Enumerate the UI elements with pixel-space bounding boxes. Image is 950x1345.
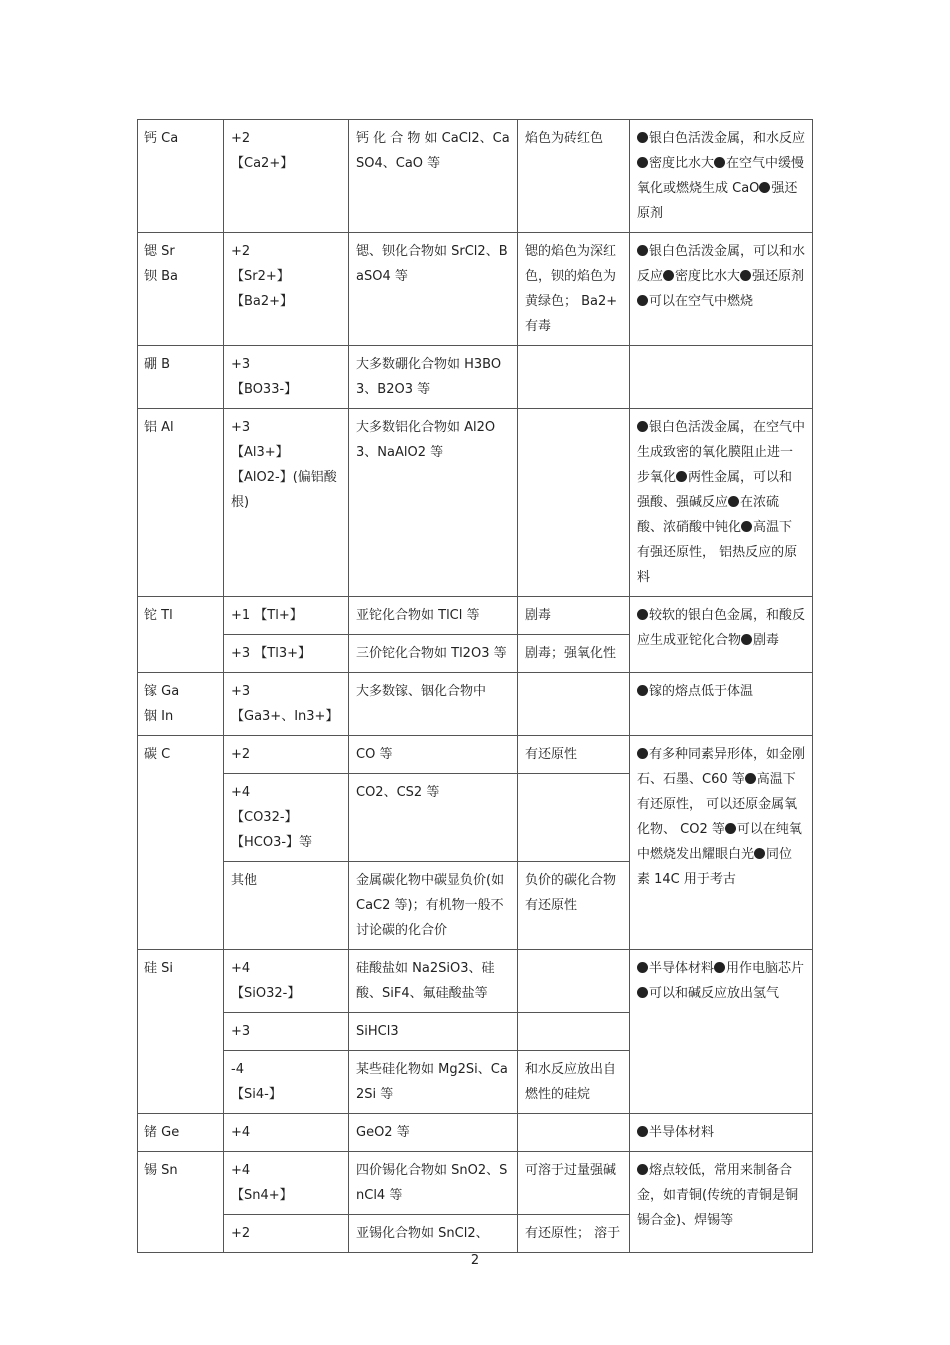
- properties-cell: [630, 409, 813, 597]
- property-text: 可以在空气中燃烧: [649, 294, 754, 309]
- element-table: [137, 119, 813, 1253]
- property-text: 密度比水大: [675, 269, 741, 284]
- notes-cell: [518, 1114, 630, 1152]
- oxidation-state: 【HCO3-】等: [231, 835, 313, 850]
- oxidation-state-cell: [224, 346, 349, 409]
- property-text: 镓的熔点低于体温: [649, 684, 754, 699]
- oxidation-state: +2: [231, 1226, 251, 1241]
- oxidation-state: 【Sn4+】: [231, 1188, 293, 1203]
- element-table-body: [138, 120, 813, 1253]
- compounds-cell: 四价锡化合物如 SnO2、SnCl4 等: [349, 1152, 518, 1215]
- oxidation-state: 【SiO32-】: [231, 986, 301, 1001]
- oxidation-state: +3: [231, 420, 251, 435]
- oxidation-state: 其他: [231, 873, 258, 888]
- notes-cell: 负价的碳化合物有还原性: [518, 862, 630, 950]
- table-row: [138, 346, 813, 409]
- element-cell: [138, 736, 224, 950]
- properties-cell: [630, 120, 813, 233]
- oxidation-state-cell: [224, 635, 349, 673]
- property-text: 银白色活泼金属，可以和水反应: [637, 244, 806, 284]
- compounds-cell: 锶、钡化合物如 SrCl2、BaSO4 等: [349, 233, 518, 346]
- oxidation-state: 【CO32-】: [231, 810, 298, 825]
- oxidation-state-cell: [224, 774, 349, 862]
- bullet-icon: [637, 157, 648, 168]
- property-text: 剧毒: [753, 633, 780, 648]
- compounds-cell: CO2、CS2 等: [349, 774, 518, 862]
- bullet-icon: [741, 521, 752, 532]
- oxidation-state: +4: [231, 785, 251, 800]
- element-cell: [138, 120, 224, 233]
- properties-cell: [630, 673, 813, 736]
- compounds-cell: GeO2 等: [349, 1114, 518, 1152]
- oxidation-state: +4: [231, 961, 251, 976]
- table-row: [138, 120, 813, 233]
- oxidation-state: +3: [231, 1024, 251, 1039]
- property-text: 可以和碱反应放出氢气: [649, 986, 780, 1001]
- oxidation-state: 【Ca2+】: [231, 156, 294, 171]
- notes-cell: [518, 774, 630, 862]
- bullet-icon: [728, 496, 739, 507]
- element-name: 锡 Sn: [144, 1163, 178, 1178]
- element-name: 铝 Al: [144, 420, 174, 435]
- oxidation-state-cell: [224, 120, 349, 233]
- oxidation-state-cell: [224, 862, 349, 950]
- property-text: 较软的银白色金属，和酸反应生成亚铊化合物: [637, 608, 806, 648]
- compounds-cell: 钙 化 合 物 如 CaCl2、CaSO4、CaO 等: [349, 120, 518, 233]
- property-text: 半导体材料: [649, 1125, 715, 1140]
- element-name: 铊 Tl: [144, 608, 173, 623]
- bullet-icon: [637, 1164, 648, 1175]
- bullet-icon: [637, 685, 648, 696]
- element-name: 钙 Ca: [144, 131, 179, 146]
- table-row: [138, 950, 813, 1013]
- element-name: 镓 Ga: [144, 684, 180, 699]
- bullet-icon: [759, 182, 770, 193]
- property-text: 强还原剂: [637, 181, 798, 221]
- compounds-cell: 大多数硼化合物如 H3BO3、B2O3 等: [349, 346, 518, 409]
- oxidation-state-cell: [224, 1051, 349, 1114]
- oxidation-state: +4: [231, 1163, 251, 1178]
- page-number: 2: [470, 1253, 480, 1268]
- bullet-icon: [714, 157, 725, 168]
- bullet-icon: [637, 609, 648, 620]
- oxidation-state: +2: [231, 131, 251, 146]
- notes-cell: 剧毒；强氧化性: [518, 635, 630, 673]
- table-row: [138, 409, 813, 597]
- oxidation-state-cell: [224, 1152, 349, 1215]
- properties-cell: [630, 597, 813, 673]
- properties-cell: [630, 233, 813, 346]
- compounds-cell: 亚锡化合物如 SnCl2、: [349, 1215, 518, 1253]
- property-text: 在空气中缓慢氧化或燃烧生成 CaO: [637, 156, 805, 196]
- notes-cell: [518, 409, 630, 597]
- bullet-icon: [745, 773, 756, 784]
- compounds-cell: 金属碳化物中碳显负价(如 CaC2 等)；有机物一般不讨论碳的化合价: [349, 862, 518, 950]
- element-name: 钡 Ba: [144, 269, 179, 284]
- element-table-container: [137, 119, 812, 1253]
- oxidation-state: +4: [231, 1125, 251, 1140]
- compounds-cell: 大多数镓、铟化合物中: [349, 673, 518, 736]
- property-text: 银白色活泼金属，和水反应: [649, 131, 806, 146]
- property-text: 高温下有强还原性， 铝热反应的原料: [637, 520, 798, 585]
- property-text: 两性金属，可以和强酸、强碱反应: [637, 470, 793, 510]
- compounds-cell: 亚铊化合物如 TlCl 等: [349, 597, 518, 635]
- oxidation-state-cell: [224, 409, 349, 597]
- element-name: 硅 Si: [144, 961, 173, 976]
- notes-cell: 剧毒: [518, 597, 630, 635]
- bullet-icon: [637, 245, 648, 256]
- oxidation-state: -4: [231, 1062, 244, 1077]
- bullet-icon: [663, 270, 674, 281]
- notes-cell: [518, 346, 630, 409]
- properties-cell: [630, 346, 813, 409]
- element-name: 铟 In: [144, 709, 174, 724]
- table-row: [138, 597, 813, 635]
- element-name: 碳 C: [144, 747, 171, 762]
- element-cell: [138, 233, 224, 346]
- oxidation-state: 【AlO2-】(偏铝酸根): [231, 470, 337, 510]
- table-row: [138, 673, 813, 736]
- element-cell: [138, 950, 224, 1114]
- element-cell: [138, 597, 224, 673]
- element-cell: [138, 673, 224, 736]
- table-row: [138, 1152, 813, 1215]
- property-text: 高温下有还原性， 可以还原金属氧化物、 CO2 等: [637, 772, 798, 837]
- element-name: 锶 Sr: [144, 244, 175, 259]
- property-text: 在浓硫酸、浓硝酸中钝化: [637, 495, 780, 535]
- notes-cell: 和水反应放出自燃性的硅烷: [518, 1051, 630, 1114]
- property-text: 强还原剂: [752, 269, 805, 284]
- compounds-cell: 三价铊化合物如 Tl2O3 等: [349, 635, 518, 673]
- element-cell: [138, 1152, 224, 1253]
- oxidation-state: 【Si4-】: [231, 1087, 282, 1102]
- property-text: 有多种同素异形体，如金刚石、石墨、C60 等: [637, 747, 806, 787]
- notes-cell: [518, 950, 630, 1013]
- bullet-icon: [637, 962, 648, 973]
- oxidation-state-cell: [224, 1215, 349, 1253]
- property-text: 银白色活泼金属，在空气中生成致密的氧化膜阻止进一步氧化: [637, 420, 806, 485]
- oxidation-state: 【Al3+】: [231, 445, 289, 460]
- oxidation-state-cell: [224, 1013, 349, 1051]
- oxidation-state: +3 【Tl3+】: [231, 646, 312, 661]
- element-cell: [138, 1114, 224, 1152]
- oxidation-state-cell: [224, 1114, 349, 1152]
- table-row: [138, 736, 813, 774]
- properties-cell: [630, 736, 813, 950]
- notes-cell: 有还原性: [518, 736, 630, 774]
- notes-cell: [518, 1013, 630, 1051]
- bullet-icon: [637, 295, 648, 306]
- compounds-cell: SiHCl3: [349, 1013, 518, 1051]
- property-text: 用作电脑芯片: [726, 961, 805, 976]
- table-row: [138, 1114, 813, 1152]
- oxidation-state: 【Ga3+、In3+】: [231, 709, 339, 724]
- bullet-icon: [637, 421, 648, 432]
- properties-cell: [630, 1152, 813, 1253]
- element-name: 硼 B: [144, 357, 171, 372]
- property-text: 同位素 14C 用于考古: [637, 847, 793, 887]
- oxidation-state: 【Sr2+】: [231, 269, 290, 284]
- bullet-icon: [754, 848, 765, 859]
- oxidation-state: 【BO33-】: [231, 382, 298, 397]
- compounds-cell: 硅酸盐如 Na2SiO3、硅酸、SiF4、氟硅酸盐等: [349, 950, 518, 1013]
- properties-cell: [630, 1114, 813, 1152]
- bullet-icon: [637, 987, 648, 998]
- compounds-cell: CO 等: [349, 736, 518, 774]
- compounds-cell: 某些硅化物如 Mg2Si、Ca2Si 等: [349, 1051, 518, 1114]
- oxidation-state-cell: [224, 950, 349, 1013]
- element-name: 锗 Ge: [144, 1125, 180, 1140]
- oxidation-state: +2: [231, 747, 251, 762]
- bullet-icon: [740, 270, 751, 281]
- notes-cell: 有还原性； 溶于: [518, 1215, 630, 1253]
- property-text: 可以在纯氧中燃烧发出耀眼白光: [637, 822, 802, 862]
- notes-cell: 可溶于过量强碱: [518, 1152, 630, 1215]
- oxidation-state-cell: [224, 597, 349, 635]
- oxidation-state-cell: [224, 736, 349, 774]
- table-row: [138, 233, 813, 346]
- oxidation-state-cell: [224, 673, 349, 736]
- properties-cell: [630, 950, 813, 1114]
- notes-cell: [518, 673, 630, 736]
- property-text: 半导体材料: [649, 961, 715, 976]
- oxidation-state: +2: [231, 244, 251, 259]
- notes-cell: 锶的焰色为深红色，钡的焰色为黄绿色； Ba2+ 有毒: [518, 233, 630, 346]
- bullet-icon: [714, 962, 725, 973]
- element-cell: [138, 409, 224, 597]
- oxidation-state: 【Ba2+】: [231, 294, 294, 309]
- bullet-icon: [741, 634, 752, 645]
- element-cell: [138, 346, 224, 409]
- bullet-icon: [637, 748, 648, 759]
- oxidation-state: +1 【Tl+】: [231, 608, 303, 623]
- property-text: 密度比水大: [649, 156, 715, 171]
- bullet-icon: [676, 471, 687, 482]
- compounds-cell: 大多数铝化合物如 Al2O3、NaAlO2 等: [349, 409, 518, 597]
- property-text: 熔点较低，常用来制备合金，如青铜(传统的青铜是铜锡合金)、焊锡等: [637, 1163, 799, 1228]
- bullet-icon: [637, 1126, 648, 1137]
- bullet-icon: [637, 132, 648, 143]
- notes-cell: 焰色为砖红色: [518, 120, 630, 233]
- oxidation-state: +3: [231, 684, 251, 699]
- oxidation-state-cell: [224, 233, 349, 346]
- bullet-icon: [725, 823, 736, 834]
- oxidation-state: +3: [231, 357, 251, 372]
